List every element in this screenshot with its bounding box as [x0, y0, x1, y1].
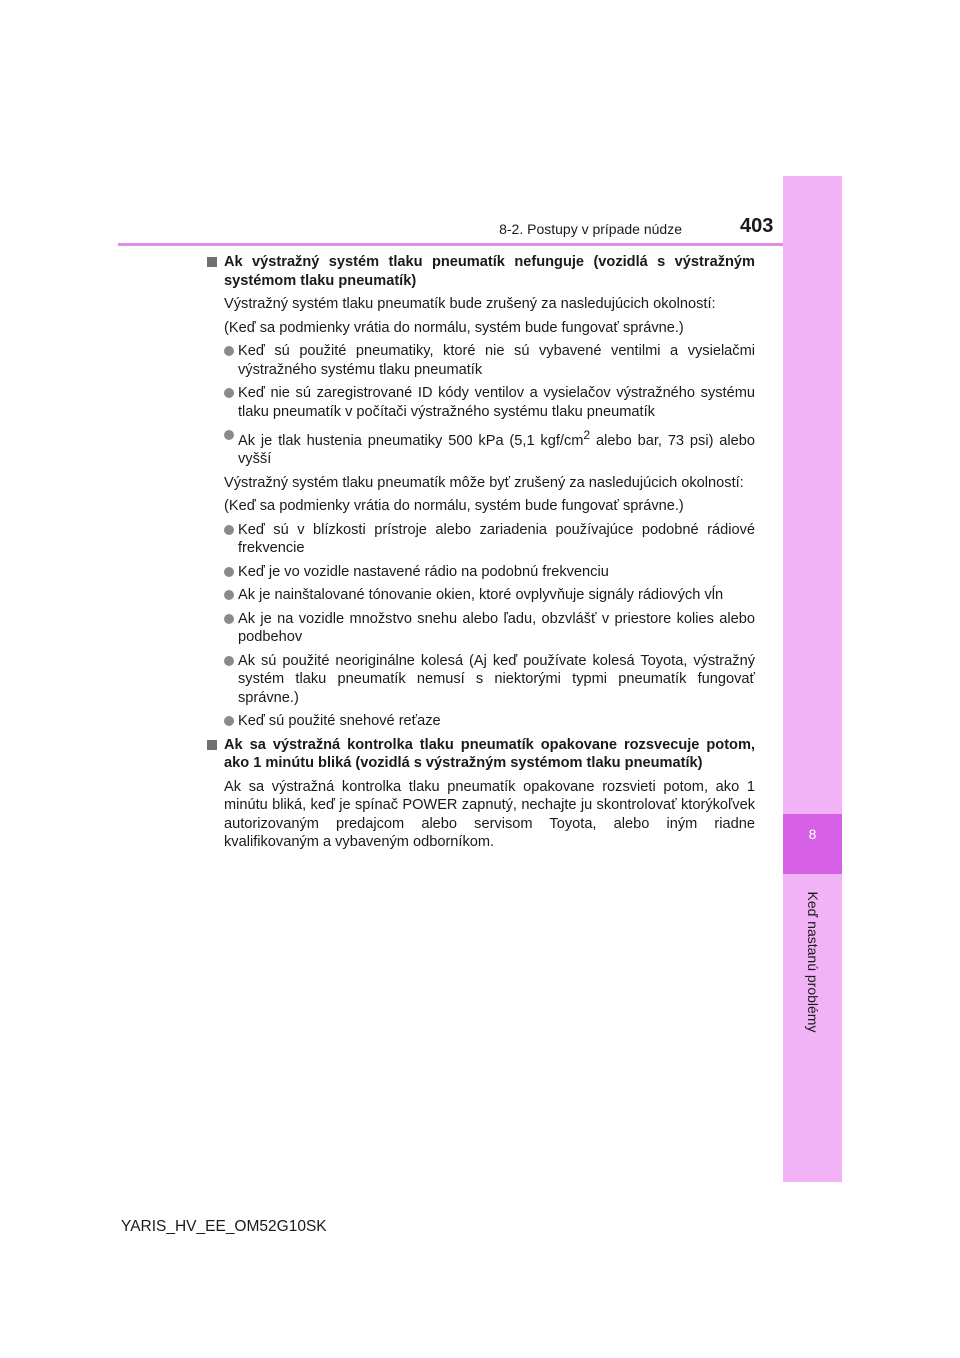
bullet-dot-icon [224, 590, 234, 600]
paragraph: Výstražný systém tlaku pneumatík môže byť zrušený za nasledujúcich okolností: [224, 474, 744, 491]
square-bullet-icon [207, 257, 217, 267]
list-item-text: Keď sú použité snehové reťaze [238, 713, 441, 730]
bullet-dot-icon [224, 430, 234, 440]
superscript: 2 [583, 428, 591, 442]
list-item-text-part: alebo bar, 73 psi) alebo vyšší [238, 432, 755, 468]
list-item [207, 586, 755, 605]
list-item-text: Keď sú v blízkosti prístroje alebo zariadenia používajúce podobné rádiové frekvencie [238, 521, 755, 557]
bullet-dot-icon [224, 716, 234, 726]
list-item [207, 342, 755, 379]
header-rule [118, 243, 783, 246]
section-heading [207, 736, 755, 773]
section-heading-text: Ak sa výstražná kontrolka tlaku pneumatík opakovane rozsvecuje potom, ako 1 minútu bliká (vozidlá s výstražným systémom tlaku pneumatík) [224, 736, 755, 772]
paragraph: Ak sa výstražná kontrolka tlaku pneumatík opakovane rozsvieti potom, ako 1 minútu bliká, keď je spínač POWER zapnutý, nechajte ju skontrolovať ktorýkoľvek autorizovaným predajcom alebo servisom Toyota, alebo iným riadne kvalifikovaným a vybaveným odborníkom. [224, 778, 755, 851]
list-item [207, 426, 755, 469]
bullet-dot-icon [224, 388, 234, 398]
chapter-number: 8 [808, 826, 817, 842]
list-item [207, 563, 755, 582]
header-section-title: 8-2. Postupy v prípade núdze [499, 221, 682, 237]
page-number: 403 [740, 215, 774, 237]
bullet-dot-icon [224, 525, 234, 535]
list-item [207, 712, 755, 731]
section-heading [207, 253, 755, 290]
list-item-text: Keď je vo vozidle nastavené rádio na podobnú frekvenciu [238, 563, 609, 580]
document-id: YARIS_HV_EE_OM52G10SK [121, 1218, 327, 1235]
page-content [207, 253, 755, 857]
paragraph: Výstražný systém tlaku pneumatík bude zrušený za nasledujúcich okolností: [224, 296, 716, 312]
chapter-title: Keď nastanú problémy [805, 891, 821, 1033]
bullet-dot-icon [224, 614, 234, 624]
paragraph-note: (Keď sa podmienky vrátia do normálu, systém bude fungovať správne.) [224, 319, 684, 336]
bullet-dot-icon [224, 567, 234, 577]
section-heading-text: Ak výstražný systém tlaku pneumatík nefunguje (vozidlá s výstražným systémom tlaku pneumatík) [224, 254, 755, 289]
list-item-text: Keď nie sú zaregistrované ID kódy ventilov a vysielačov výstražného systému tlaku pneumatík v počítači výstražného systému tlaku pneumatík [238, 385, 755, 420]
list-item [207, 652, 755, 708]
bullet-dot-icon [224, 656, 234, 666]
bullet-dot-icon [224, 346, 234, 356]
list-item [207, 521, 755, 558]
list-item-text: Ak sú použité neoriginálne kolesá (Aj keď používate kolesá Toyota, výstražný systém tlaku pneumatík nemusí s niektorými typmi pneumatík fungovať správne.) [238, 652, 755, 706]
list-item [207, 384, 755, 421]
list-item-text-part: Ak je tlak hustenia pneumatiky 500 kPa (5,1 kgf/cm [238, 432, 584, 449]
list-item-text: Keď sú použité pneumatiky, ktoré nie sú vybavené ventilmi a vysielačmi výstražného systému tlaku pneumatík [238, 343, 755, 378]
square-bullet-icon [207, 740, 217, 750]
chapter-number-box [783, 814, 842, 874]
list-item [207, 610, 755, 647]
paragraph-note: (Keď sa podmienky vrátia do normálu, systém bude fungovať správne.) [224, 498, 684, 515]
list-item-text: Ak je nainštalované tónovanie okien, ktoré ovplyvňuje signály rádiových vĺn [238, 587, 724, 604]
list-item-text: Ak je na vozidle množstvo snehu alebo ľadu, obzvlášť v priestore kolies alebo podbehov [238, 610, 755, 646]
